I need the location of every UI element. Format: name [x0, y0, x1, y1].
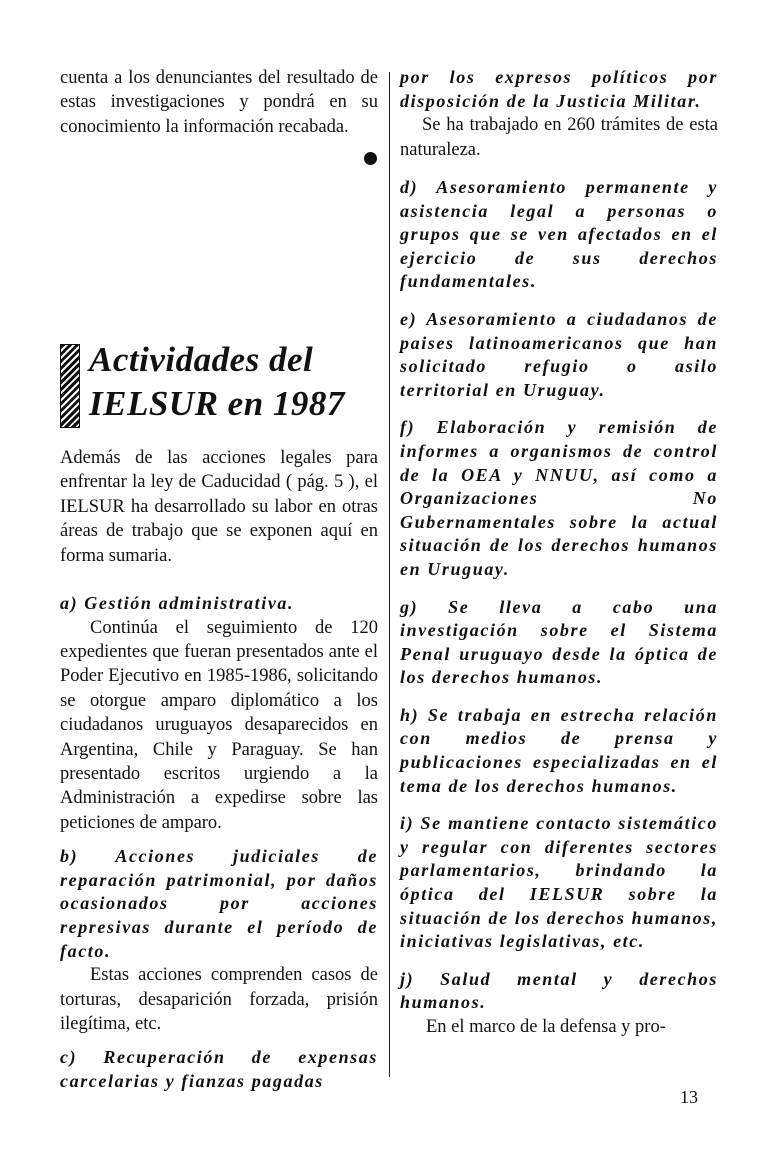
left-column [60, 66, 378, 139]
heading-marker-bar [60, 344, 80, 428]
item-d-title: d) Asesoramiento permanente y asistencia legal a personas o grupos que se ven afectados en el ejercicio de sus derechos fundamentales. [400, 177, 718, 292]
left-column-body [60, 446, 378, 1094]
bullet-dot [364, 152, 377, 165]
item-e-title: e) Asesoramiento a ciudadanos de paises latinoamericanos que han solicitado refugio o asilo territorial en Uruguay. [400, 308, 718, 400]
page-number: 13 [680, 1087, 698, 1107]
item-h-title: h) Se trabaja en estrecha relación con medios de prensa y publicaciones especializadas en el tema de los derechos humanos. [400, 704, 718, 796]
heading-line-2: IELSUR en 1987 [89, 384, 345, 423]
item-j-title: j) Salud mental y derechos humanos. [400, 968, 718, 1013]
section-heading [60, 338, 378, 428]
body-paragraph: Además de las acciones legales para enfrentar la ley de Caducidad ( pág. 5 ), el IELSUR ha desarrollado su labor en otras áreas de trabajo que se exponen aquí en forma sumaria. [60, 448, 378, 566]
column-divider [389, 72, 390, 1077]
right-column [400, 66, 718, 1039]
item-j-text: En el marco de la defensa y pro- [426, 1017, 666, 1037]
item-a-text: Continúa el seguimiento de 120 expedientes que fueran presentados ante el Poder Ejecutivo en 1985-1986, solicitando se otorgue amparo diplomático a los ciudadanos uruguayos desaparecidos en Argentina, Chile y Paraguay. Se han presentado escritos urgiendo a la Administración a expedirse sobre las peticiones de amparo. [60, 617, 378, 833]
item-i-title: i) Se mantiene contacto sistemático y regular con diferentes sectores parlamentarios, brindando la óptica del IELSUR sobre la situación de los derechos humanos, iniciativas legislativas, etc. [400, 813, 718, 952]
item-b-text: Estas acciones comprenden casos de torturas, desaparición forzada, prisión ilegítima, etc. [60, 965, 378, 1035]
item-f-title: f) Elaboración y remisión de informes a organismos de control de la OEA y NNUU, así como a Organizaciones No Gubernamentales sobre la actual situación de los derechos humanos en Uruguay. [400, 417, 718, 579]
heading-line-1: Actividades del [89, 340, 314, 379]
intro-paragraph: cuenta a los denunciantes del resultado de estas investigaciones y pondrá en su conocimiento la información recabada. [60, 68, 378, 137]
item-a-title: a) Gestión administrativa. [60, 593, 295, 614]
item-c-text: Se ha trabajado en 260 trámites de esta naturaleza. [400, 115, 718, 160]
item-g-title: g) Se lleva a cabo una investigación sobre el Sistema Penal uruguayo desde la óptica de los derechos humanos. [400, 596, 718, 688]
item-b-title: b) Acciones judiciales de reparación patrimonial, por daños ocasionados por acciones represivas durante el período de facto. [60, 846, 378, 961]
item-c-title: c) Recuperación de expensas carcelarias y fianzas pagadas [60, 1047, 378, 1092]
heading-title [89, 338, 345, 426]
item-c-continued: por los expresos políticos por disposición de la Justicia Militar. [400, 67, 718, 111]
